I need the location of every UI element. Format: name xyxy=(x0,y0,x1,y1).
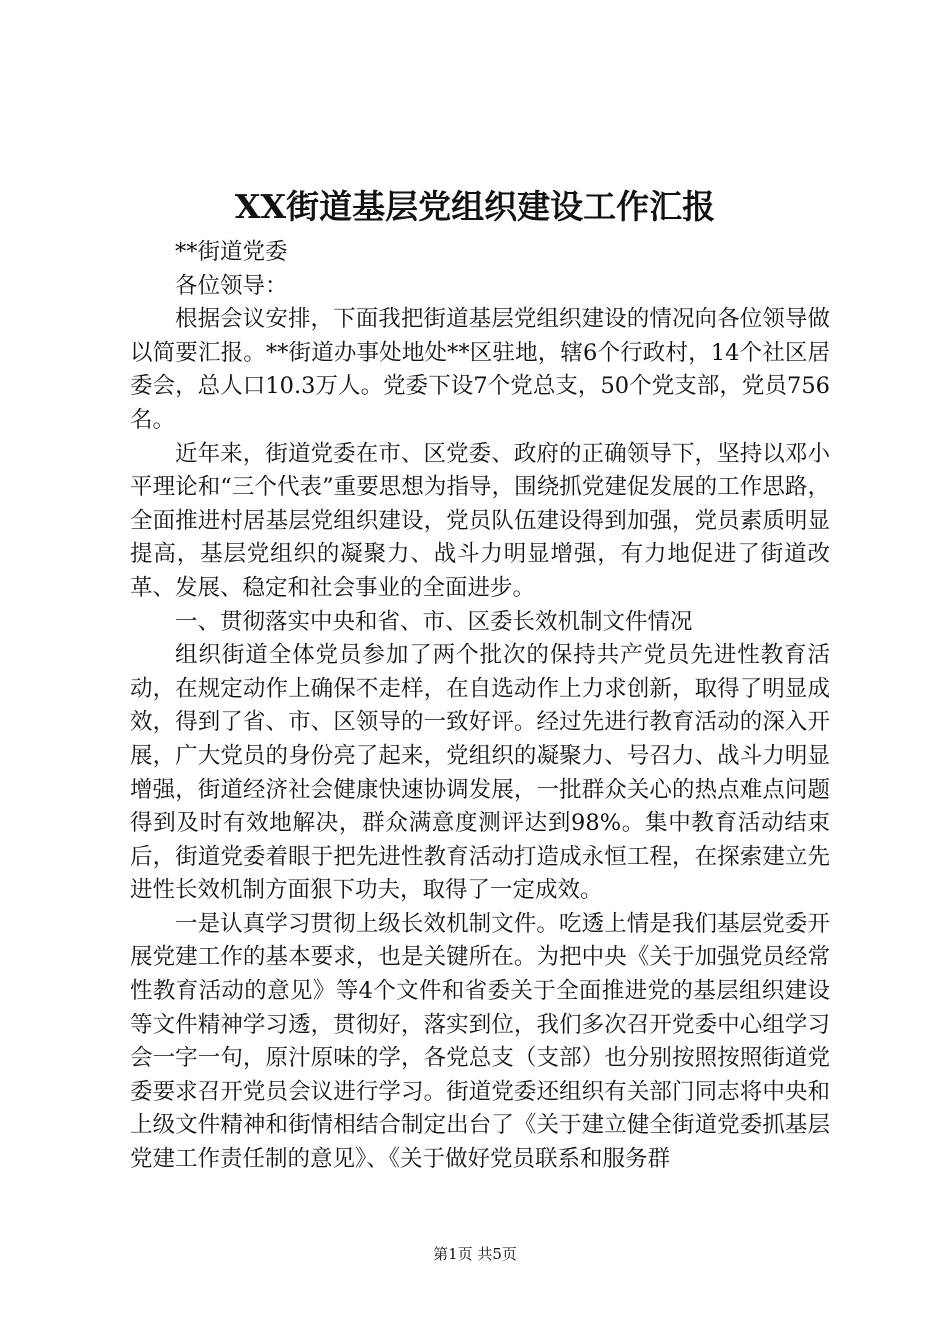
paragraph-intro: 根据会议安排，下面我把街道基层党组织建设的情况向各位领导做以简要汇报。**街道办事处地处**区驻地，辖6个行政村，14个社区居委会，总人口10.3万人。党委下设7个党总支，50个党支部，党员756名。 xyxy=(130,306,830,433)
document-body xyxy=(130,236,830,1177)
page-number-footer: 第1页 共5页 xyxy=(433,1245,517,1263)
paragraph-study-documents: 一是认真学习贯彻上级长效机制文件。吃透上情是我们基层党委开展党建工作的基本要求，也是关键所在。为把中央《关于加强党员经常性教育活动的意见》等4个文件和省委关于全面推进党的基层组织建设等文件精神学习透，贯彻好，落实到位，我们多次召开党委中心组学习会一字一句，原汁原味的学，各党总支（支部）也分别按照按照街道党委要求召开党员会议进行学习。街道党委还组织有关部门同志将中央和上级文件精神和街情相结合制定出台了《关于建立健全街道党委抓基层党建工作责任制的意见》、《关于做好党员联系和服务群 xyxy=(130,910,830,1173)
paragraph-education-activity: 组织街道全体党员参加了两个批次的保持共产党员先进性教育活动，在规定动作上确保不走样，在自选动作上力求创新，取得了明显成效，得到了省、市、区领导的一致好评。经过先进行教育活动的深入开展，广大党员的身份亮了起来，党组织的凝聚力、号召力、战斗力明显增强，街道经济社会健康快速协调发展，一批群众关心的热点难点问题得到及时有效地解决，群众满意度测评达到98%。集中教育活动结束后，街道党委着眼于把先进性教育活动打造成永恒工程，在探索建立先进性长效机制方面狠下功夫，取得了一定成效。 xyxy=(130,642,830,904)
paragraph-salutation: 各位领导： xyxy=(175,272,288,299)
document-title: XX街道基层党组织建设工作汇报 xyxy=(234,187,716,226)
paragraph-organization: **街道党委 xyxy=(175,239,288,265)
paragraph-overview: 近年来，街道党委在市、区党委、政府的正确领导下，坚持以邓小平理论和“三个代表”重要思想为指导，围绕抓党建促发展的工作思路，全面推进村居基层党组织建设，党员队伍建设得到加强，党员素质明显提高，基层党组织的凝聚力、战斗力明显增强，有力地促进了街道改革、发展、稳定和社会事业的全面进步。 xyxy=(130,440,830,601)
section-heading-1: 一、贯彻落实中央和省、市、区委长效机制文件情况 xyxy=(175,608,693,635)
